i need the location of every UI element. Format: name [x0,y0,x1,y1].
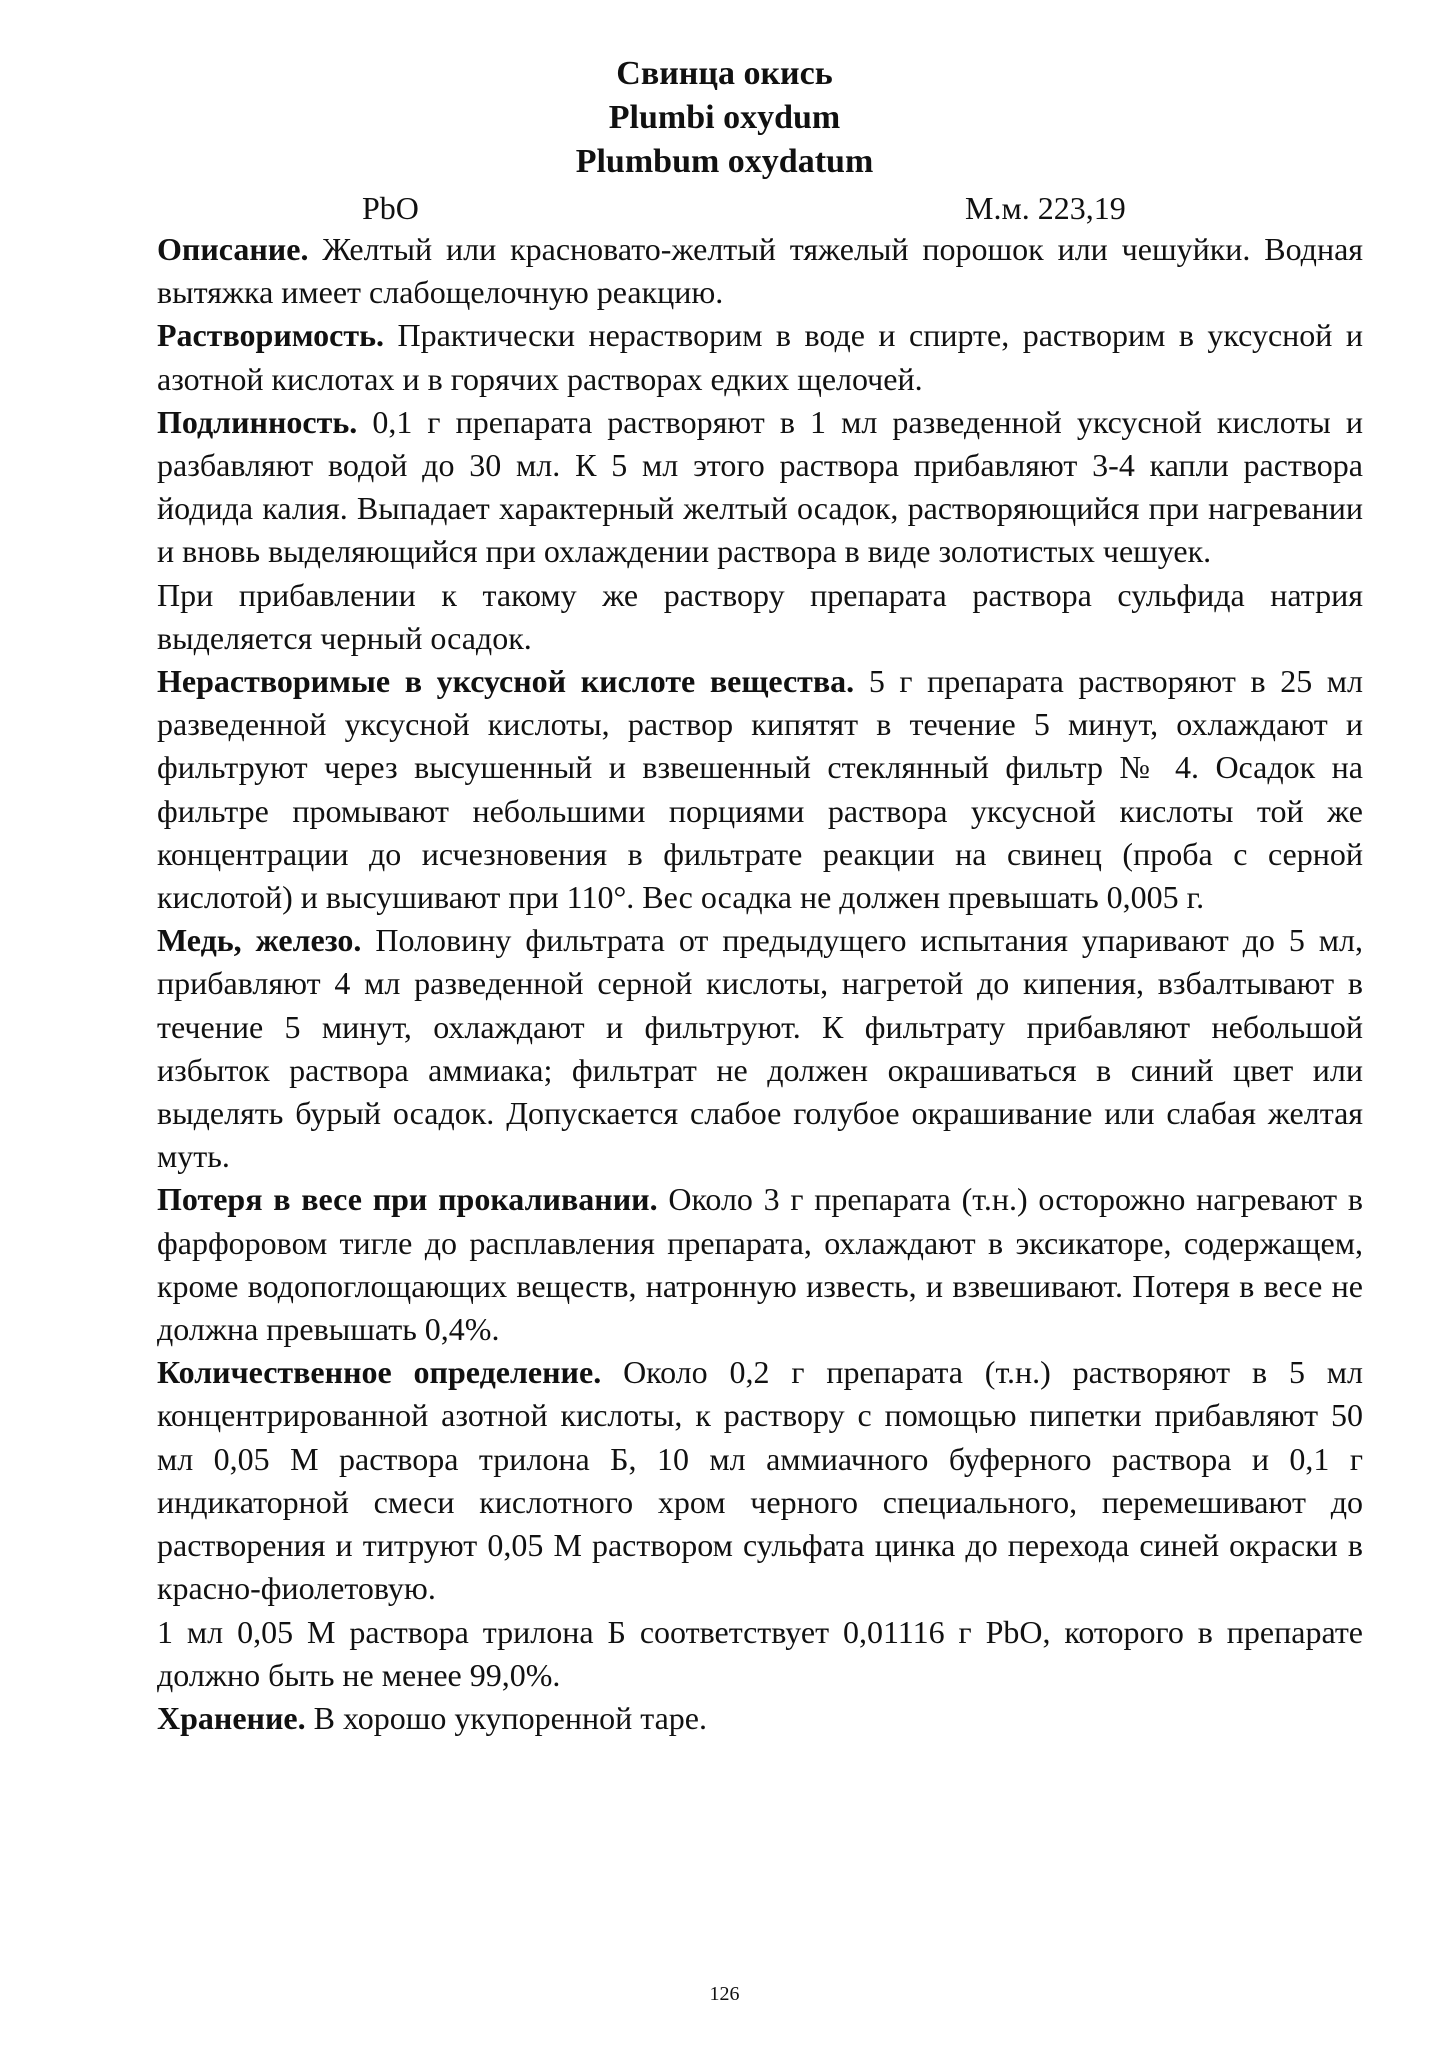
section-acetic-insoluble [157,660,1363,919]
section-text: В хорошо укупоренной таре. [313,1699,707,1736]
section-label: Хранение. [157,1699,306,1736]
monograph-title [0,52,1449,184]
section-label: Количественное определение. [157,1354,602,1391]
section-label: Подлинность. [157,403,358,440]
section-text: При прибавлении к такому же раствору препарата раствора сульфида натрия выделяется черный осадок. [157,576,1363,656]
section-label: Потеря в весе при прокаливании. [157,1181,658,1218]
section-text: 5 г препарата растворяют в 25 мл разведенной уксусной кислоты, раствор кипятят в течение 5 минут, охлаждают и фильтруют через высушенный и взвешенный стеклянный фильтр № 4. Осадок на фильтре промывают небольшими порциями раствора уксусной кислоты той же концентрации до исчезновения в фильтрате реакции на свинец (проба с серной кислотой) и высушивают при 110°. Вес осадка не должен превышать 0,005 г. [157,663,1364,916]
page-number: 126 [709,1983,740,2005]
chemical-formula: PbO [362,190,419,226]
section-label: Нерастворимые в уксусной кислоте вещества. [157,663,855,700]
section-label: Описание. [157,231,309,267]
section-identification [157,401,1363,574]
section-text: Около 0,2 г препарата (т.н.) растворяют в 5 мл концентрированной азотной кислоты, к раствору с помощью пипетки прибавляют 50 мл 0,05 М раствора трилона Б, 10 мл аммиачного буферного раствора и 0,1 г индикаторной смеси кислотного хром черного специального, перемешивают до растворения и титруют 0,05 М раствором сульфата цинка до перехода синей окраски в красно-фиолетовую. [157,1354,1364,1607]
monograph-body [157,228,1363,1740]
title-latin-primary: Plumbi oxydum [608,99,841,136]
title-latin-secondary: Plumbum oxydatum [575,143,874,180]
section-solubility [157,314,1363,400]
section-assay-equivalence [157,1611,1363,1697]
section-text: 0,1 г препарата растворяют в 1 мл разведенной уксусной кислоты и разбавляют водой до 30 мл. К 5 мл этого раствора прибавляют 3-4 капли раствора йодида калия. Выпадает характерный желтый осадок, растворяющийся при нагревании и вновь выделяющийся при охлаждении раствора в виде золотистых чешуек. [157,403,1364,570]
section-text: Практически нерастворим в воде и спирте, растворим в уксусной и азотной кислотах и в горячих растворах едких щелочей. [157,317,1364,397]
section-description [157,228,1363,314]
section-identification-sulfide [157,574,1363,660]
molar-mass: М.м. 223,19 [965,190,1126,226]
section-text: 1 мл 0,05 М раствора трилона Б соответствует 0,01116 г PbO, которого в препарате должно быть не менее 99,0%. [157,1613,1363,1693]
section-label: Медь, железо. [157,922,362,959]
section-text: Желтый или красновато-желтый тяжелый порошок или чешуйки. Водная вытяжка имеет слабощелочную реакцию. [157,231,1364,311]
section-text: Около 3 г препарата (т.н.) осторожно нагревают в фарфоровом тигле до расплавления препарата, охлаждают в эксикаторе, содержащем, кроме водопоглощающих веществ, натронную известь, и взвешивают. Потеря в весе не должна превышать 0,4%. [157,1181,1364,1348]
section-label: Растворимость. [157,317,384,354]
section-copper-iron [157,919,1363,1178]
section-storage [157,1697,1363,1740]
section-text: Половину фильтрата от предыдущего испытания упаривают до 5 мл, прибавляют 4 мл разведенной серной кислоты, нагретой до кипения, взбалтывают в течение 5 минут, охлаждают и фильтруют. К фильтрату прибавляют небольшой избыток раствора аммиака; фильтрат не должен окрашиваться в синий цвет или выделять бурый осадок. Допускается слабое голубое окрашивание или слабая желтая муть. [157,922,1364,1175]
title-russian: Свинца окись [616,55,833,92]
section-loss-on-ignition [157,1178,1363,1351]
section-assay [157,1351,1363,1610]
